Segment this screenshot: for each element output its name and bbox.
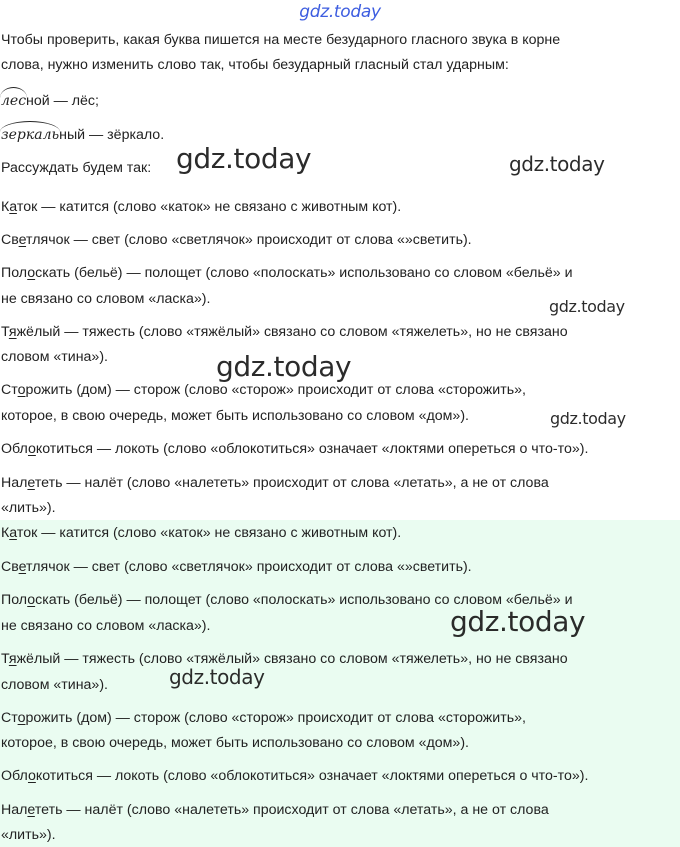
watermark: gdz.today bbox=[550, 409, 626, 428]
unstressed-vowel: е bbox=[18, 232, 27, 248]
unstressed-vowel: е bbox=[18, 559, 27, 575]
watermark: gdz.today bbox=[176, 142, 312, 175]
b2-item-5-cont: которое, в свою очередь, может быть использовано со словом «дом»). bbox=[1, 735, 469, 751]
example-2-root: зеркаль bbox=[1, 127, 60, 143]
unstressed-vowel: е bbox=[27, 475, 35, 491]
b2-item-6: Облокотиться — локоть (слово «облокотиться» означает «локтями опереться о что-то»). bbox=[1, 768, 589, 784]
b1-item-4-cont: словом «тина»). bbox=[1, 349, 108, 365]
example-1-root: лес bbox=[1, 93, 27, 109]
b2-item-7: Налететь — налёт (слово «налететь» происходит от слова «летать», а не от слова bbox=[1, 802, 549, 818]
b2-item-4-cont: словом «тина»). bbox=[1, 677, 108, 693]
b1-item-1: Каток — катится (слово «каток» не связано с животным кот). bbox=[1, 199, 402, 215]
b1-item-5: Сторожить (дом) — сторож (слово «сторож» происходит от слова «сторожить», bbox=[1, 382, 526, 398]
b2-item-3: Полоскать (бельё) — полощет (слово «полоскать» использовано со словом «бельё» и bbox=[1, 592, 573, 608]
b2-item-4: Тяжёлый — тяжесть (слово «тяжёлый» связано со словом «тяжелеть», но не связано bbox=[1, 651, 568, 667]
unstressed-vowel: я bbox=[8, 324, 17, 340]
unstressed-vowel: о bbox=[27, 265, 36, 281]
b2-item-2: Светлячок — свет (слово «светлячок» происходит от слова «»светить). bbox=[1, 559, 472, 575]
unstressed-vowel: о bbox=[27, 768, 36, 784]
example-2-rest: ный — зёркало. bbox=[59, 127, 165, 143]
example-1 bbox=[1, 93, 99, 109]
unstressed-vowel: о bbox=[27, 441, 36, 457]
unstressed-vowel: о bbox=[27, 592, 36, 608]
b1-item-7-cont: «лить»). bbox=[1, 500, 56, 516]
example-2 bbox=[1, 127, 164, 143]
unstressed-vowel: е bbox=[27, 802, 35, 818]
unstressed-vowel: а bbox=[9, 199, 17, 215]
b1-item-5-cont: которое, в свою очередь, может быть использовано со словом «дом»). bbox=[1, 408, 469, 424]
top-watermark: gdz.today bbox=[299, 2, 381, 22]
b2-item-1: Каток — катится (слово «каток» не связано с животным кот). bbox=[1, 525, 402, 541]
reasoning-label: Рассуждать будем так: bbox=[1, 160, 152, 176]
intro-line-1: Чтобы проверить, какая буква пишется на месте безударного гласного звука в корне bbox=[1, 32, 561, 48]
watermark: gdz.today bbox=[169, 665, 265, 689]
watermark: gdz.today bbox=[509, 152, 605, 176]
b1-item-2: Светлячок — свет (слово «светлячок» происходит от слова «»светить). bbox=[1, 232, 472, 248]
b1-item-3-cont: не связано со словом «ласка»). bbox=[1, 291, 211, 307]
unstressed-vowel: о bbox=[17, 382, 26, 398]
example-1-rest: ной — лёс; bbox=[26, 93, 99, 109]
unstressed-vowel: я bbox=[8, 651, 17, 667]
b1-item-6: Облокотиться — локоть (слово «облокотиться» означает «локтями опереться о что-то»). bbox=[1, 441, 589, 457]
b2-item-3-cont: не связано со словом «ласка»). bbox=[1, 618, 211, 634]
intro-line-2: слова, нужно изменить слово так, чтобы безударный гласный стал ударным: bbox=[1, 57, 509, 73]
unstressed-vowel: о bbox=[17, 710, 26, 726]
watermark: gdz.today bbox=[549, 297, 625, 316]
watermark: gdz.today bbox=[216, 350, 352, 383]
b1-item-4: Тяжёлый — тяжесть (слово «тяжёлый» связано со словом «тяжелеть», но не связано bbox=[1, 324, 568, 340]
b1-item-3: Полоскать (бельё) — полощет (слово «полоскать» использовано со словом «бельё» и bbox=[1, 265, 573, 281]
b1-item-7: Налететь — налёт (слово «налететь» происходит от слова «летать», а не от слова bbox=[1, 475, 549, 491]
b2-item-7-cont: «лить»). bbox=[1, 827, 56, 843]
watermark: gdz.today bbox=[450, 605, 586, 638]
b2-item-5: Сторожить (дом) — сторож (слово «сторож» происходит от слова «сторожить», bbox=[1, 710, 526, 726]
unstressed-vowel: а bbox=[9, 525, 17, 541]
